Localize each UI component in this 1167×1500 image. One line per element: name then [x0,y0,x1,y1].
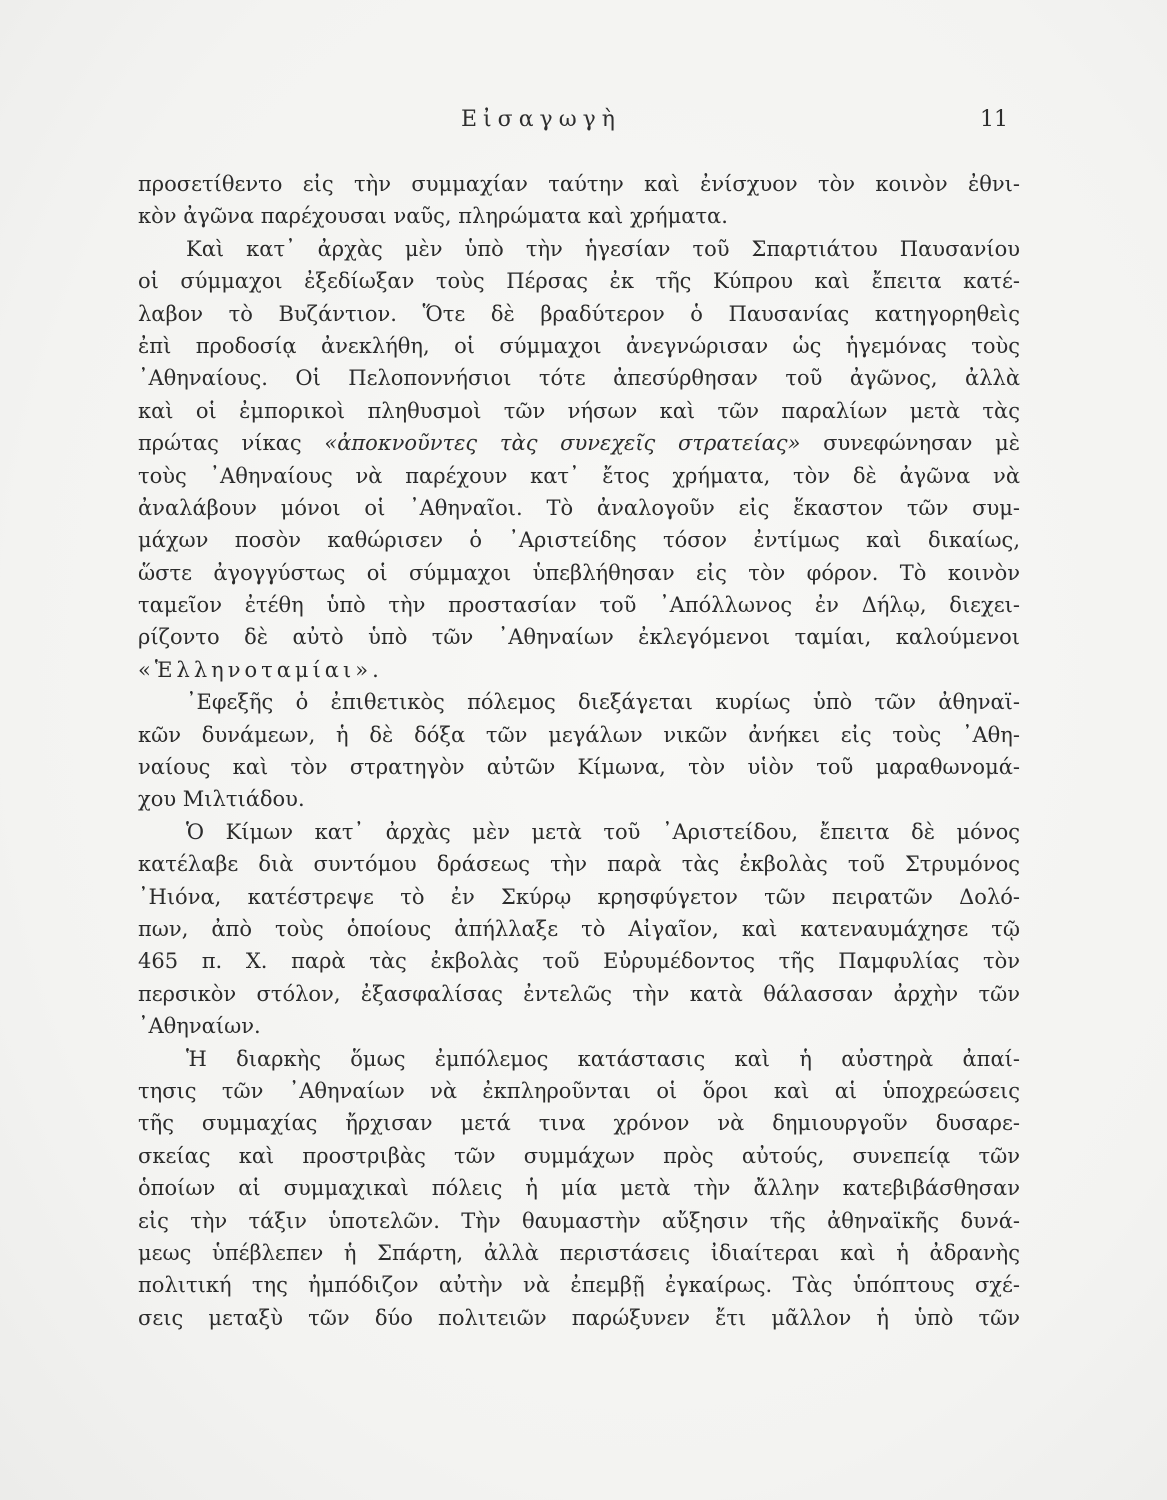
body-text [138,168,1020,1334]
text-line: κατέλαβε διὰ συντόμου δράσεως τὴν παρὰ τὰς ἐκβολὰς τοῦ Στρυμόνος [138,852,1020,877]
text-line: χου Μιλτιάδου. [138,787,305,812]
text-line: καὶ οἱ ἐμπορικοὶ πληθυσμοὶ τῶν νήσων καὶ τῶν παραλίων μετὰ τὰς [138,398,1020,423]
text-line: περσικὸν στόλον, ἐξασφαλίσας ἐντελῶς τὴν κατὰ θάλασσαν ἀρχὴν τῶν [138,981,1020,1006]
text-line: εἰς τὴν τάξιν ὑποτελῶν. Τὴν θαυμαστὴν αὔξησιν τῆς ἀθηναϊκῆς δυνά- [138,1208,1020,1233]
text-line: τησις τῶν ᾽Αθηναίων νὰ ἐκπληροῦνται οἱ ὅροι καὶ αἱ ὑποχρεώσεις [138,1078,1020,1103]
text-line: Ἡ διαρκὴς ὅμως ἐμπόλεμος κατάστασις καὶ ἡ αὐστηρὰ ἀπαί- [186,1046,1020,1071]
text-line: ὥστε ἀγογγύστως οἱ σύμμαχοι ὑπεβλήθησαν εἰς τὸν φόρον. Τὸ κοινὸν [138,560,1020,585]
italic-quotation: «ἀποκνοῦντες τὰς συνεχεῖς στρατείας» [324,431,801,456]
text-line-with-quote [138,427,1020,459]
text-line: πων, ἀπὸ τοὺς ὁποίους ἀπήλλαξε τὸ Αἰγαῖον, καὶ κατεναυμάχησε τῷ [138,916,1020,941]
text-line: ὁποίων αἱ συμμαχικαὶ πόλεις ἡ μία μετὰ τὴν ἄλλην κατεβιβάσθησαν [138,1176,1020,1201]
text-line: Καὶ κατ᾽ ἀρχὰς μὲν ὑπὸ τὴν ἡγεσίαν τοῦ Σπαρτιάτου Παυσανίου [186,236,1020,261]
text-segment: συνεφώνησαν μὲ [800,431,1020,456]
text-line: λαβον τὸ Βυζάντιον. Ὅτε δὲ βραδύτερον ὁ Παυσανίας κατηγορηθεὶς [138,301,1020,326]
running-head: Εἰσαγωγὴ [461,107,621,132]
text-line: ἐπὶ προδοσίᾳ ἀνεκλήθη, οἱ σύμμαχοι ἀνεγνώρισαν ὡς ἡγεμόνας τοὺς [138,333,1020,358]
text-segment: πρώτας νίκας [138,431,325,456]
text-line: τοὺς ᾽Αθηναίους νὰ παρέχουν κατ᾽ ἔτος χρήματα, τὸν δὲ ἀγῶνα νὰ [138,463,1020,488]
text-line: ρίζοντο δὲ αὐτὸ ὑπὸ τῶν ᾽Αθηναίων ἐκλεγόμενοι ταμίαι, καλούμενοι [138,625,1020,650]
text-line: κῶν δυνάμεων, ἡ δὲ δόξα τῶν μεγάλων νικῶν ἀνήκει εἰς τοὺς ᾽Αθη- [138,722,1020,747]
text-line: προσετίθεντο εἰς τὴν συμμαχίαν ταύτην καὶ ἐνίσχυον τὸν κοινὸν ἐθνι- [138,172,1020,196]
text-line: σεις μεταξὺ τῶν δύο πολιτειῶν παρώξυνεν ἔτι μᾶλλον ἡ ὑπὸ τῶν [138,1305,1020,1330]
text-line: ταμεῖον ἐτέθη ὑπὸ τὴν προστασίαν τοῦ ᾽Απόλλωνος ἐν Δήλῳ, διεχει- [138,593,1020,618]
text-line: ᾽Ηιόνα, κατέστρεψε τὸ ἐν Σκύρῳ κρησφύγετον τῶν πειρατῶν Δολό- [138,884,1020,909]
text-line: ᾽Αθηναίους. Οἱ Πελοποννήσιοι τότε ἀπεσύρθησαν τοῦ ἀγῶνος, ἀλλὰ [138,366,1020,391]
text-line: μάχων ποσὸν καθώρισεν ὁ ᾽Αριστείδης τόσον ἐντίμως καὶ δικαίως, [138,528,1020,553]
text-line: 465 π. Χ. παρὰ τὰς ἐκβολὰς τοῦ Εὐρυμέδοντος τῆς Παμφυλίας τὸν [138,949,1020,974]
text-line: Ὁ Κίμων κατ᾽ ἀρχὰς μὲν μετὰ τοῦ ᾽Αριστείδου, ἔπειτα δὲ μόνος [186,819,1020,844]
text-line: οἱ σύμμαχοι ἐξεδίωξαν τοὺς Πέρσας ἐκ τῆς Κύπρου καὶ ἔπειτα κατέ- [138,269,1020,294]
text-line: πολιτική της ἠμπόδιζον αὐτὴν νὰ ἐπεμβῇ ἐγκαίρως. Τὰς ὑπόπτους σχέ- [138,1273,1020,1298]
text-line: ᾽Εφεξῆς ὁ ἐπιθετικὸς πόλεμος διεξάγεται κυρίως ὑπὸ τῶν ἀθηναϊ- [186,690,1020,715]
text-line: τῆς συμμαχίας ἤρχισαν μετά τινα χρόνον νὰ δημιουργοῦν δυσαρε- [138,1111,1020,1136]
text-line: ναίους καὶ τὸν στρατηγὸν αὐτῶν Κίμωνα, τὸν υἱὸν τοῦ μαραθωνομά- [138,755,1020,780]
text-line: ᾽Αθηναίων. [138,1014,261,1039]
text-line: ἀναλάβουν μόνοι οἱ ᾽Αθηναῖοι. Τὸ ἀναλογοῦν εἰς ἕκαστον τῶν συμ- [138,495,1020,520]
text-line: σκείας καὶ προστριβὰς τῶν συμμάχων πρὸς αὐτούς, συνεπείᾳ τῶν [138,1143,1020,1168]
text-line: μεως ὑπέβλεπεν ἡ Σπάρτη, ἀλλὰ περιστάσεις ἰδιαίτεραι καὶ ἡ ἀδρανὴς [138,1240,1020,1265]
text-line: κὸν ἀγῶνα παρέχουσαι ναῦς, πληρώματα καὶ χρήματα. [138,204,728,229]
page-number: 11 [980,107,1008,132]
text-line: «Ἑλληνοταμίαι». [138,657,383,682]
